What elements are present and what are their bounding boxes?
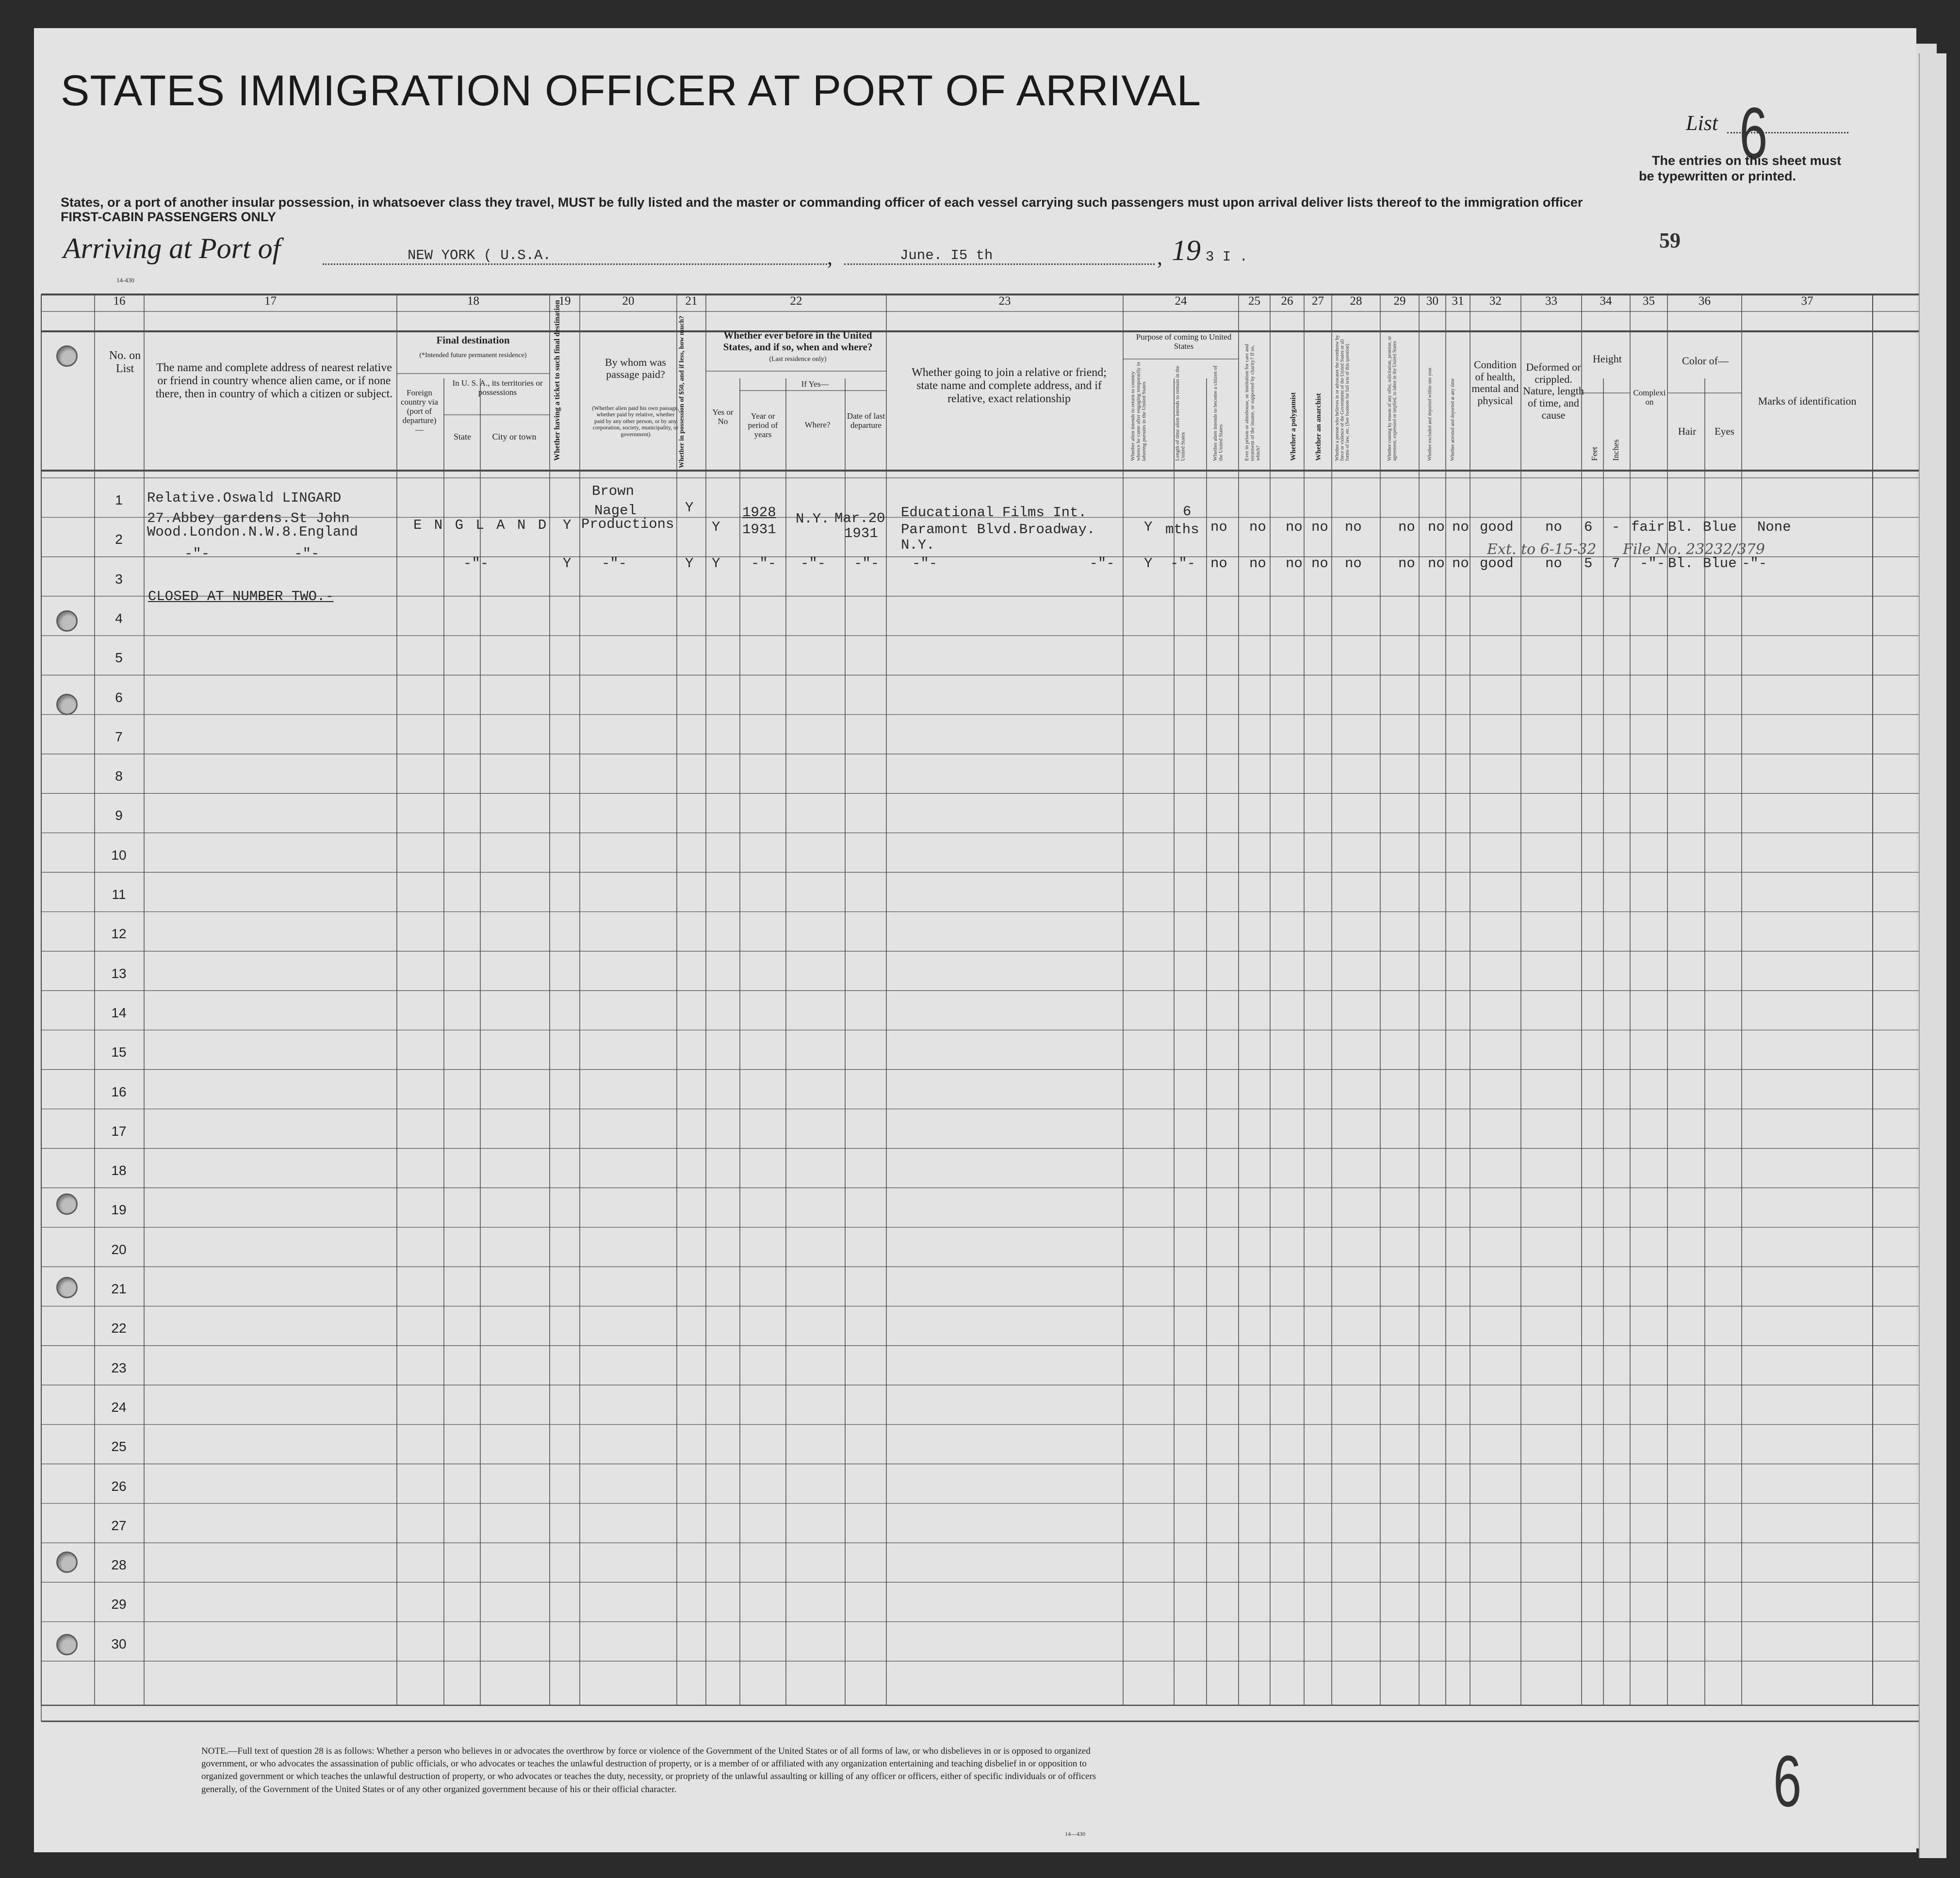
row-number: 1 (115, 492, 123, 507)
header-complexion: Complexion (1633, 388, 1666, 407)
header-relative-address: The name and complete address of nearest relative or friend in country whence alien came, or if none there, then in country of which a citizen or subject. (155, 361, 393, 400)
row1-joining-line3: N.Y. (901, 537, 935, 553)
header-passage-paid: By whom was passage paid? (605, 356, 666, 380)
row2-annotation-file: File No. 23232/379 (1623, 541, 1765, 558)
header-marks: Marks of identification (1758, 395, 1857, 407)
row1-last-departure-line2: 1931 (844, 525, 878, 541)
header-purpose: Purpose of coming to United States (1136, 332, 1232, 351)
column-number: 36 (1699, 294, 1711, 308)
column-number: 21 (685, 294, 698, 308)
row-number: 28 (111, 1557, 127, 1573)
row-number: 27 (111, 1518, 127, 1533)
page-number-bottom: 6 (1773, 1740, 1802, 1822)
row2-feet: 5 (1584, 555, 1593, 572)
column-number: 19 (558, 294, 571, 308)
row-number: 15 (111, 1045, 127, 1060)
closing-text: CLOSED AT NUMBER TWO.- (148, 588, 334, 604)
binder-hole (56, 1634, 78, 1655)
row1-q28: no (1345, 519, 1362, 535)
header-inches: Inches (1611, 439, 1620, 461)
row1-before-in-us: Y (712, 519, 720, 535)
column-number: 23 (998, 294, 1011, 308)
binder-hole (56, 610, 78, 632)
arriving-label: Arriving at Port of (63, 232, 281, 264)
header-city: City or town (492, 432, 537, 441)
header-no-on-list: No. on List (109, 349, 141, 375)
row1-years-line1: 1928 (742, 505, 776, 521)
row2-complexion: -"- (1640, 555, 1666, 572)
row1-joining-line1: Educational Films Int. (901, 505, 1087, 521)
date-value: June. I5 th (900, 247, 993, 263)
column-number: 35 (1643, 294, 1655, 308)
row2-relative: -"- -"- (184, 546, 320, 562)
header-arrested: Whether arrested and deported at any time (1450, 378, 1455, 461)
row1-paid-by-line3: Productions (581, 516, 674, 532)
row2-last-departure: -"- (854, 555, 880, 572)
row1-feet: 6 (1584, 519, 1593, 535)
row-number: 14 (111, 1005, 127, 1020)
row2-health: good (1480, 555, 1514, 572)
binder-hole (56, 345, 78, 367)
column-number: 24 (1175, 294, 1187, 308)
row-number: 9 (115, 808, 123, 823)
header-purpose-length: Length of time alien intends to remain in the United States (1175, 365, 1186, 461)
row1-where: N.Y. (796, 511, 830, 527)
header-joining: Whether going to join a relative or friend; state name and complete address, and if relative, exact relationship (912, 366, 1107, 405)
row-number: 11 (112, 887, 126, 902)
header-year-period: Year or period of years (748, 411, 778, 440)
list-number: 6 (1739, 92, 1768, 174)
column-number: 16 (113, 294, 126, 308)
row1-citizen: no (1210, 519, 1227, 535)
row1-paid-by-line2: Nagel (594, 503, 637, 519)
row2-years: -"- (751, 555, 777, 572)
row-number: 29 (111, 1597, 127, 1612)
header-purpose-citizen: Whether alien intends to become a citizen of the United States (1212, 365, 1224, 461)
port-value: NEW YORK ( U.S.A. (408, 247, 551, 263)
form-code-bottom: 14—430 (1065, 1830, 1085, 1837)
row1-complexion: fair (1631, 519, 1665, 535)
row1-deformed: no (1545, 519, 1562, 535)
typewritten-note-line2: be typewritten or printed. (1639, 169, 1797, 183)
column-number: 17 (264, 294, 277, 308)
header-anarchist: Whether an anarchist (1315, 393, 1323, 461)
row-number: 8 (115, 768, 123, 784)
row2-eyes: Blue (1703, 555, 1737, 572)
header-final-destination-sub: (*Intended future permanent residence) (419, 352, 527, 359)
row2-state: -"- (463, 555, 489, 572)
header-foreign-country: Foreign country via (port of departure)— (401, 388, 438, 435)
row-number: 2 (115, 532, 123, 547)
header-ticket: Whether having a ticket to such final destination (553, 300, 561, 461)
column-number: 32 (1489, 294, 1502, 308)
row2-ticket: Y (563, 555, 572, 572)
row2-q28: no (1345, 555, 1362, 572)
header-final-destination: Final destination (436, 334, 510, 346)
row-number: 24 (111, 1399, 127, 1415)
row1-foreign-country: E N G L A N D (413, 517, 549, 533)
row2-marks: -"- (1742, 555, 1767, 572)
page-title: STATES IMMIGRATION OFFICER AT PORT OF ARRIVAL (61, 66, 1202, 114)
row2-return-intent: Y (1144, 555, 1153, 572)
list-label: List (1686, 111, 1718, 135)
header-ever-before: Whether ever before in the United States, and if so, when and where? (723, 329, 873, 353)
year-suffix: 3 I . (1206, 249, 1248, 265)
year-prefix: 19 (1172, 234, 1201, 266)
row1-years-line2: 1931 (742, 522, 776, 538)
row-number: 7 (115, 729, 123, 744)
footnote: NOTE.—Full text of question 28 is as follows: Whether a person who believes in or advocates the overthrow by force or violence of the Government of the United States or of all forms of law, or who disbelieves in or is opposed to organized government, or who advocates the assassination of public officials, or who advocates or teaches the unlawful destruction of property, or is a member of or affiliated with any organization entertaining and teaching disbelief in or opposition to organized government or which teaches the unlawful destruction of property, or who advocates or teaches the duty, necessity, or propriety of the unlawful assaulting or killing of any officer or officers, either of specific individuals or of officers generally, of the Government of the United States or of any other organized government because of his or their official character. (201, 1746, 1096, 1795)
header-passage-paid-sub: (Whether alien paid his own passage, whether paid by relative, whether paid by any other person, or by any corporation, society, municipality, or government) (592, 405, 679, 438)
row1-length-line1: 6 (1183, 504, 1192, 520)
column-number: 34 (1600, 294, 1612, 308)
column-number: 20 (622, 294, 635, 308)
row1-arrested: no (1452, 519, 1469, 535)
row-number: 18 (111, 1163, 127, 1178)
header-yes-no: Yes or No (712, 408, 734, 426)
row-number: 13 (111, 965, 127, 981)
port-comma: , (827, 245, 833, 269)
row1-last-departure-line1: Mar.20 (834, 510, 885, 526)
row2-arrested: no (1452, 555, 1469, 572)
header-state: State (454, 432, 471, 441)
row2-length: -"- (1170, 555, 1196, 572)
column-number: 37 (1801, 294, 1813, 308)
row-number: 10 (111, 847, 127, 863)
header-feet: Feet (1590, 446, 1599, 461)
header-color-of: Color of— (1682, 355, 1729, 367)
header-ever-before-sub: (Last residence only) (769, 356, 827, 363)
column-number: 26 (1281, 294, 1293, 308)
row-number: 12 (111, 926, 127, 942)
row-number: 17 (111, 1123, 127, 1139)
row-number: 3 (115, 571, 123, 587)
row1-fifty-dollars: Y (685, 500, 694, 516)
row1-paid-by-line1: Brown (592, 483, 635, 499)
row1-relative-line2: 27.Abbey gardens.St John (147, 510, 350, 526)
header-hair: Hair (1678, 425, 1697, 437)
row-number: 22 (111, 1321, 127, 1336)
binder-hole (56, 1193, 78, 1215)
row-number: 23 (111, 1360, 127, 1375)
form-code-top: 14-430 (116, 277, 134, 284)
header-polygamist: Whether a polygamist (1290, 392, 1297, 461)
row1-prison: no (1249, 519, 1266, 535)
column-number: 25 (1248, 294, 1260, 308)
row2-joining: -"- -"- (912, 555, 1115, 572)
row2-deformed: no (1545, 555, 1562, 572)
header-deformed: Deformed or crippled. Nature, length of time, and cause (1523, 361, 1584, 421)
row2-annotation-extension: Ext. to 6-15-32 (1487, 541, 1597, 558)
row-number: 6 (115, 689, 123, 705)
column-number: 18 (467, 294, 479, 308)
class-line: FIRST-CABIN PASSENGERS ONLY (61, 210, 277, 224)
row1-joining-line2: Paramont Blvd.Broadway. (901, 522, 1095, 538)
column-number: 28 (1350, 294, 1362, 308)
header-excluded: Whether excluded and deported within one year (1427, 367, 1433, 461)
header-prison: Ever in prison or almshouse, or institution for care and treatment of the insane, or supported by charity? If so, which? (1244, 344, 1261, 461)
row1-relative-line1: Relative.Oswald LINGARD (147, 490, 342, 506)
header-purpose-return: Whether alien intends to return to country whence he came after engaging temporarily in laboring pursuits in the United States (1130, 361, 1147, 461)
header-in-usa: In U. S. A., its territories or possessions (452, 378, 543, 397)
row1-ticket: Y (563, 517, 572, 533)
row-number: 21 (111, 1281, 127, 1296)
row1-health: good (1480, 519, 1514, 535)
row1-marks: None (1757, 519, 1791, 535)
row2-anarchist: no (1311, 555, 1328, 572)
header-date-departure: Date of last departure (847, 411, 885, 430)
header-health: Condition of health, mental and physical (1471, 359, 1519, 407)
row1-labor-offer: no (1398, 519, 1415, 535)
column-number: 29 (1393, 294, 1406, 308)
header-where: Where? (804, 420, 831, 429)
row2-hair: Bl. (1668, 555, 1694, 572)
column-number: 30 (1426, 294, 1438, 308)
header-height: Height (1593, 353, 1622, 365)
row1-anarchist: no (1311, 519, 1328, 535)
date-comma: , (1157, 245, 1162, 269)
column-number: 31 (1452, 294, 1464, 308)
binder-hole (56, 1277, 78, 1298)
header-eyes: Eyes (1715, 425, 1734, 437)
row-number: 20 (111, 1241, 127, 1257)
column-number: 22 (790, 294, 802, 308)
row1-excluded: no (1428, 519, 1445, 535)
column-number: 33 (1545, 294, 1557, 308)
row1-length-line2: mths (1165, 522, 1199, 538)
binder-hole (56, 1551, 78, 1573)
header-fifty-dollars: Whether in possession of $50, and if less, how much? (678, 315, 686, 468)
row2-labor-offer: no (1398, 555, 1415, 572)
row1-inches: - (1612, 519, 1620, 535)
column-number: 27 (1312, 294, 1324, 308)
row2-fifty-dollars: Y (685, 555, 694, 572)
row-number: 4 (115, 610, 123, 626)
row1-return-intent: Y (1144, 519, 1153, 535)
row1-hair: Bl. (1668, 519, 1694, 535)
row-number: 25 (111, 1439, 127, 1454)
stamp-number: 59 (1659, 229, 1681, 252)
row2-paid-by: -"- (602, 555, 627, 572)
header-labor-offer: Whether coming by reason of any offer, solicitation, promise, or agreement, expressed or implied, to labor in the United States (1387, 336, 1398, 461)
row2-inches: 7 (1612, 555, 1620, 572)
row2-prison: no (1249, 555, 1266, 572)
binder-hole (56, 694, 78, 715)
row1-relative-line3: Wood.London.N.W.8.England (147, 524, 359, 540)
row-number: 30 (111, 1636, 127, 1651)
row2-polygamist: no (1286, 555, 1303, 572)
row-number: 5 (115, 650, 123, 666)
row2-excluded: no (1428, 555, 1445, 572)
header-if-yes: If Yes— (801, 379, 829, 389)
row-number: 16 (111, 1084, 127, 1099)
row2-citizen: no (1210, 555, 1227, 572)
typewritten-note-line1: The entries on this sheet must (1652, 153, 1842, 168)
instruction-line: States, or a port of another insular possession, in whatsoever class they travel, MUST be fully listed and the master or commanding officer of each vessel carrying such passengers must upon arrival deliver lists thereof to the immigration officer (61, 195, 1583, 210)
row2-before-in-us: Y (712, 555, 720, 572)
header-q28: Whether a person who believes in or advocates the overthrow by force or violence of the Government of the United States or all forms of law, etc. (See footnote for full text of this question) (1335, 335, 1350, 461)
row2-where: -"- (800, 555, 826, 572)
row1-polygamist: no (1286, 519, 1303, 535)
row-number: 19 (111, 1202, 127, 1218)
row1-eyes: Blue (1703, 519, 1737, 535)
row-number: 26 (111, 1478, 127, 1494)
